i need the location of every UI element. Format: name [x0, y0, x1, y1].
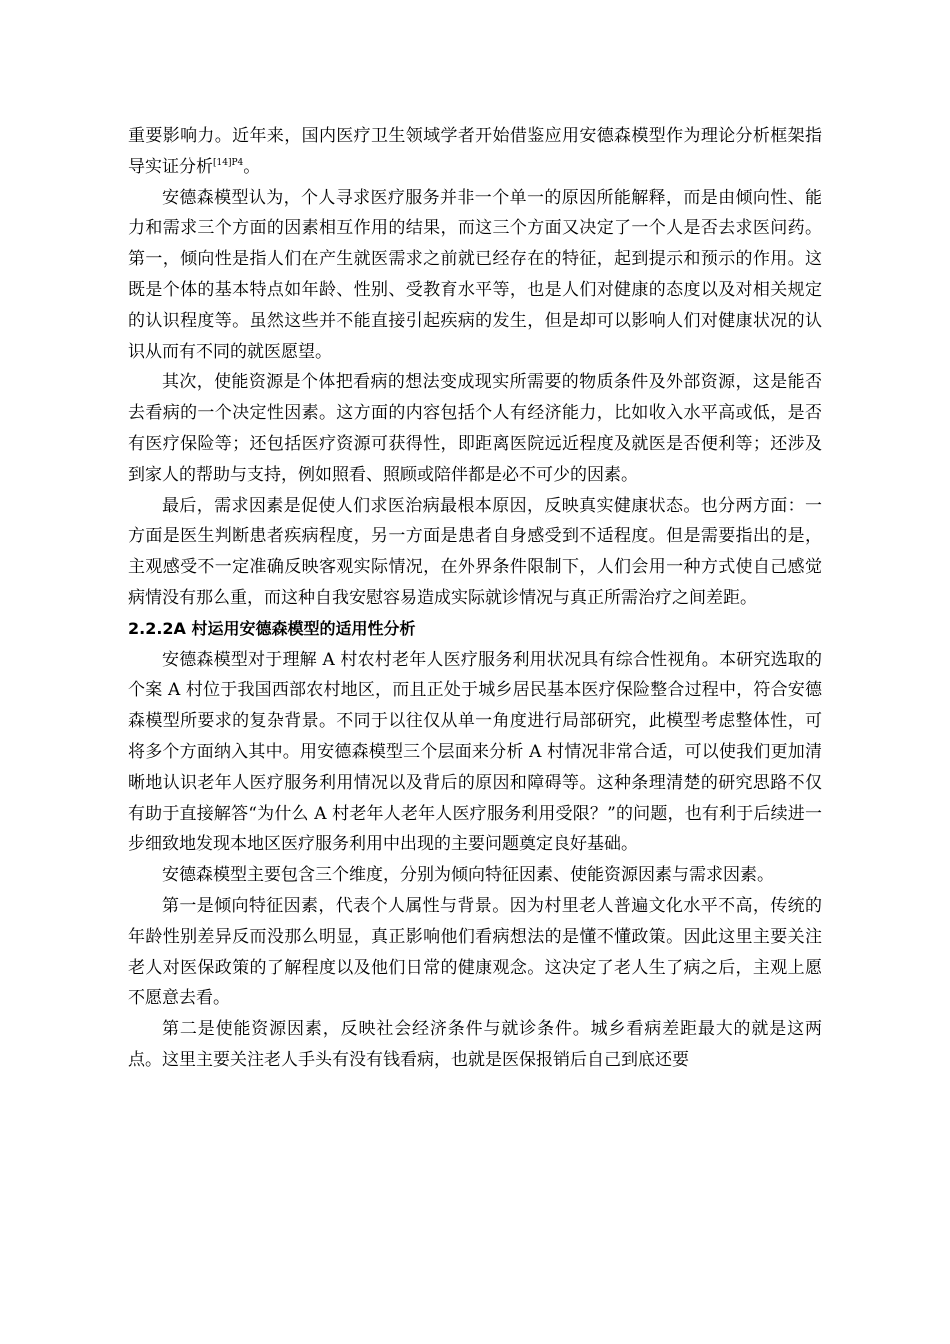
paragraph-three-dimensions: 安德森模型主要包含三个维度，分别为倾向特征因素、使能资源因素与需求因素。 [162, 865, 774, 886]
paragraph-enabling-factors: 第二是使能资源因素，反映社会经济条件与就诊条件。城乡看病差距最大的就是这两点。这里主要关注老人手头有没有钱看病，也就是医保报销后自己到底还要 [128, 1019, 822, 1070]
paragraph-andersen-model-intro: 安德森模型认为，个人寻求医疗服务并非一个单一的原因所能解释，而是由倾向性、能力和需求三个方面的因素相互作用的结果，而这三个方面又决定了一个人是否去求医问药。第一，倾向性是指人们在产生就医需求之前就已经存在的特征，起到提示和预示的作用。这既是个体的基本特点如年龄、性别、受教育水平等，也是人们对健康的态度以及对相关规定的认识程度等。虽然这些并不能直接引起疾病的发生，但是却可以影响人们对健康状况的认识从而有不同的就医愿望。 [128, 187, 822, 362]
paragraph-need-factors: 最后，需求因素是促使人们求医治病最根本原因，反映真实健康状态。也分两方面：一方面是医生判断患者疾病程度，另一方面是患者自身感受到不适程度。但是需要指出的是，主观感受不一定准确反映客观实际情况，在外界条件限制下，人们会用一种方式使自己感觉病情没有那么重，而这种自我安慰容易造成实际就诊情况与真正所需治疗之间差距。 [128, 495, 822, 608]
paragraph-enabling-resources: 其次，使能资源是个体把看病的想法变成现实所需要的物质条件及外部资源，这是能否去看病的一个决定性因素。这方面的内容包括个人有经济能力，比如收入水平高或低，是否有医疗保险等；还包括医疗资源可获得性，即距离医院远近程度及就医是否便利等；还涉及到家人的帮助与支持，例如照看、照顾或陪伴都是必不可少的因素。 [128, 372, 822, 485]
paragraph-predisposing-factors: 第一是倾向特征因素，代表个人属性与背景。因为村里老人普遍文化水平不高，传统的年龄性别差异反而没那么明显，真正影响他们看病想法的是懂不懂政策。因此这里主要关注老人对医保政策的了解程度以及他们日常的健康观念。这决定了老人生了病之后，主观上愿不愿意去看。 [128, 895, 822, 1009]
paragraph-text: 重要影响力。近年来，国内医疗卫生领域学者开始借鉴应用安德森模型作为理论分析框架指导实证分析 [128, 126, 822, 177]
citation-reference: [14]P4 [213, 157, 244, 168]
paragraph-continued [128, 121, 822, 183]
paragraph-applicability: 安德森模型对于理解 A 村农村老年人医疗服务利用状况具有综合性视角。本研究选取的个案 A 村位于我国西部农村地区，而且正处于城乡居民基本医疗保险整合过程中，符合安德森模型所要求的复杂背景。不同于以往仅从单一角度进行局部研究，此模型考虑整体性，可将多个方面纳入其中。用安德森模型三个层面来分析 A 村情况非常合适，可以使我们更加清晰地认识老年人医疗服务利用情况以及背后的原因和障碍等。这种条理清楚的研究思路不仅有助于直接解答“为什么 A 村老年人老年人医疗服务利用受限？”的问题，也有利于后续进一步细致地发现本地区医疗服务利用中出现的主要问题奠定良好基础。 [128, 649, 822, 855]
section-heading: 2.2.2A 村运用安德森模型的适用性分析 [128, 618, 416, 638]
paragraph-tail: 。 [243, 156, 261, 177]
document-page [128, 121, 822, 1076]
